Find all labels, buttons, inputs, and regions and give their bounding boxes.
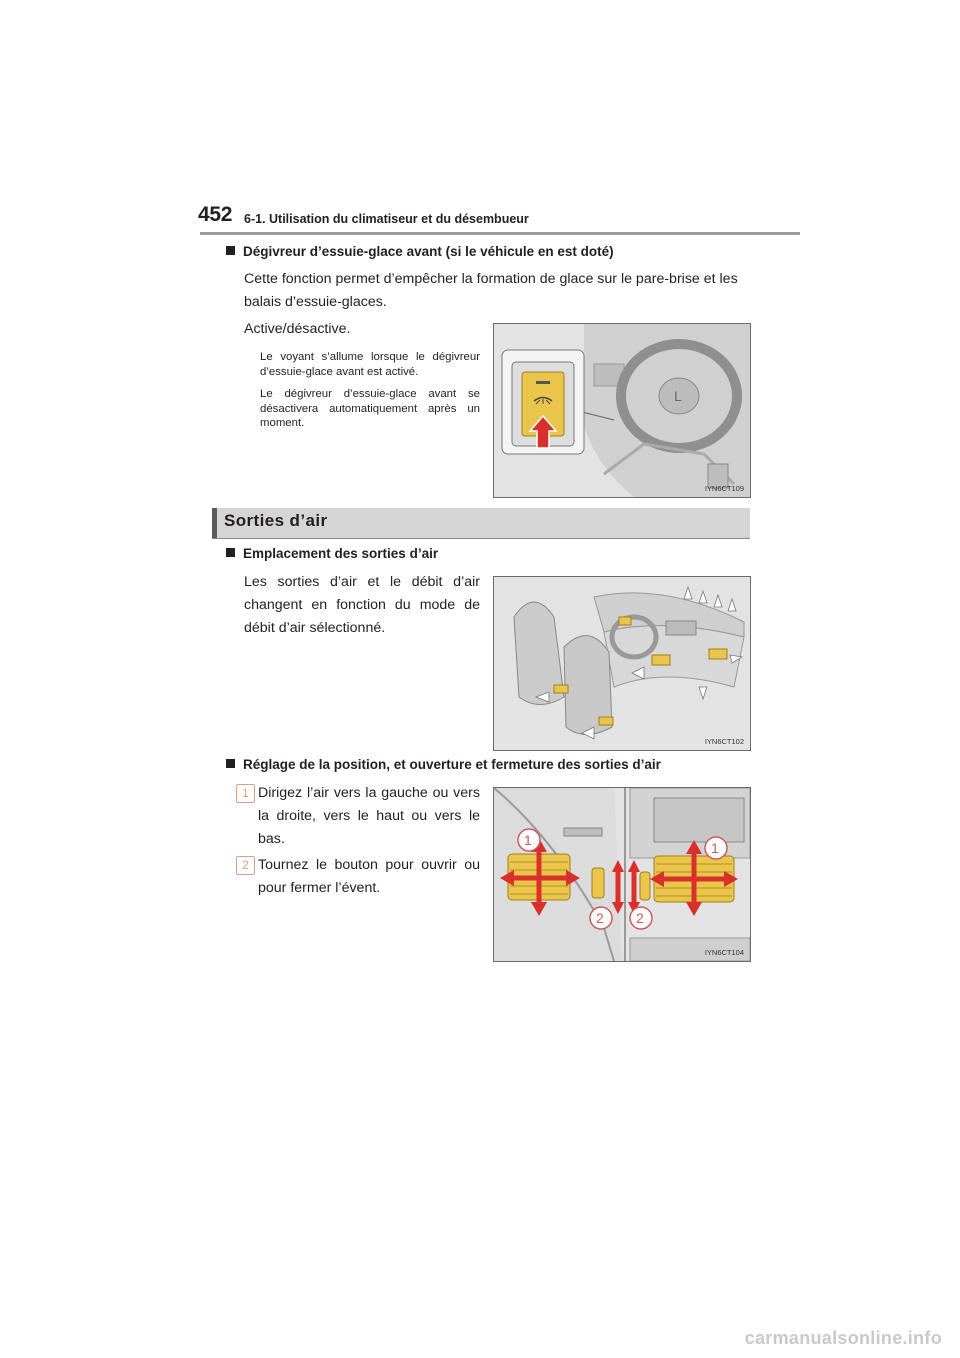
- wiper-deicer-description: Cette fonction permet d’empêcher la formation de glace sur le pare-brise et les balais d’essuie-glaces.: [244, 271, 738, 310]
- wiper-deicer-heading: [226, 244, 614, 259]
- watermark-text: carmanualsonline.info: [744, 1328, 942, 1348]
- dashboard-illustration: [494, 324, 750, 497]
- callout-number: 1: [711, 840, 719, 856]
- wiper-deicer-action: Active/désactive.: [244, 321, 351, 337]
- step-text: Tournez le bouton pour ouvrir ou pour fermer l’évent.: [258, 857, 480, 896]
- wiper-deicer-figure: [493, 323, 751, 498]
- header-rule: [200, 232, 800, 235]
- chapter-title: 6-1. Utilisation du climatiseur et du désembueur: [244, 212, 529, 226]
- figure-code: IYN6CT102: [704, 737, 744, 746]
- section-title: Sorties d’air: [224, 511, 328, 530]
- section-accent-bar: [212, 508, 217, 538]
- callout-number: 1: [524, 832, 532, 848]
- step-text: Dirigez l’air vers la gauche ou vers la droite, vers le haut ou vers le bas.: [258, 785, 480, 847]
- callout-number: 2: [636, 910, 644, 926]
- wiper-deicer-note-2: Le dégivreur d’essuie-glace avant se désactivera automatiquement après un moment.: [260, 388, 480, 429]
- step-number-badge: 2: [236, 856, 255, 875]
- square-bullet-icon: [226, 548, 235, 557]
- outlet-adjust-heading: [226, 757, 661, 772]
- outlet-location-description: Les sorties d’air et le débit d’air changent en fonction du mode de débit d’air sélectionné.: [244, 574, 480, 636]
- outlet-adjust-heading-text: Réglage de la position, et ouverture et fermeture des sorties d’air: [243, 757, 661, 772]
- square-bullet-icon: [226, 246, 235, 255]
- step-number-badge: 1: [236, 784, 255, 803]
- wiper-deicer-heading-text: Dégivreur d’essuie-glace avant (si le véhicule en est doté): [243, 244, 614, 259]
- figure-code: IYN6CT104: [704, 948, 744, 957]
- outlet-location-figure: [493, 576, 751, 751]
- cabin-illustration: [494, 577, 750, 750]
- page-number: 452: [198, 203, 233, 226]
- outlet-location-heading: [226, 546, 438, 561]
- callout-number: 2: [596, 910, 604, 926]
- section-rule: [212, 538, 750, 539]
- outlet-location-heading-text: Emplacement des sorties d’air: [243, 546, 439, 561]
- outlet-adjust-figure: [493, 787, 751, 962]
- square-bullet-icon: [226, 759, 235, 768]
- svg-text:L: L: [674, 388, 682, 404]
- wiper-deicer-note-1: Le voyant s’allume lorsque le dégivreur d’essuie-glace avant est activé.: [260, 351, 480, 378]
- vent-adjust-illustration: [494, 788, 750, 961]
- footer-band: [0, 1318, 960, 1358]
- figure-code: IYN6CT109: [704, 484, 744, 493]
